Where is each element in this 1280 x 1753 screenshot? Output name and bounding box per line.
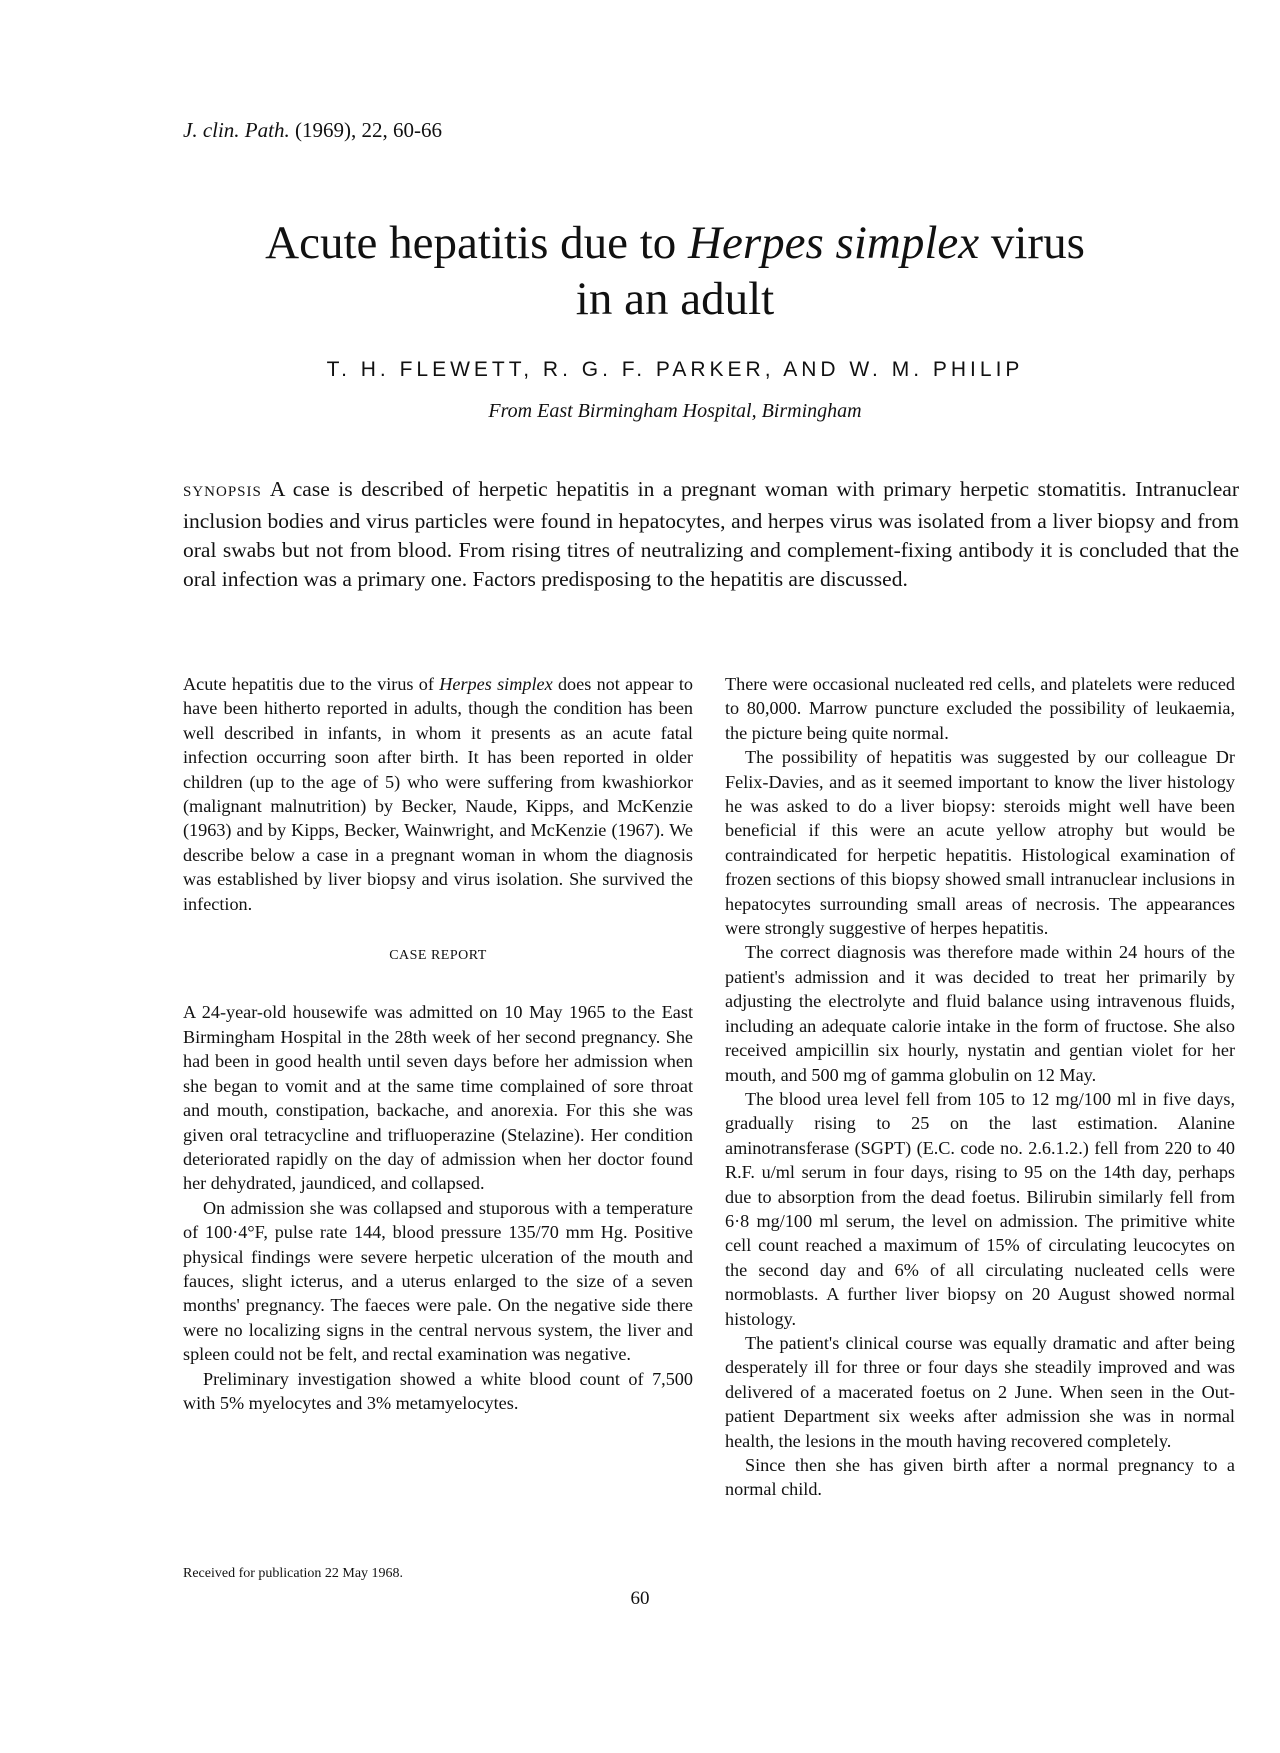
- journal-citation: [183, 118, 442, 143]
- case-paragraph-3: Preliminary investigation showed a white blood count of 7,500 with 5% myelocytes and 3% metamyelocytes.: [183, 1368, 693, 1413]
- section-heading: CASE REPORT: [389, 948, 487, 964]
- synopsis: [183, 475, 1239, 594]
- right-paragraph-2: The possibility of hepatitis was suggested by our colleague Dr Felix-Davies, and as it seemed important to know the liver histology he was asked to do a liver biopsy: steroids might well have been beneficial if this were an acute yellow atrophy but would be contraindicated for herpetic hepatitis. Histological examination of frozen sections of this biopsy showed small intranuclear inclusions in hepatocytes surrounding small areas of necrosis. The appearances were strongly suggestive of herpes hepatitis.: [725, 747, 1235, 939]
- case-paragraph-1: A 24-year-old housewife was admitted on 10 May 1965 to the East Birmingham Hospital in the 28th week of her second pregnancy. She had been in good health until seven days before her admission when she began to vomit and at the same time complained of sore throat and mouth, constipation, backache, and anorexia. For this she was given oral tetracycline and trifluoperazine (Stelazine). Her condition deteriorated rapidly on the day of admission when her doctor found her dehydrated, jaundiced, and collapsed.: [183, 1002, 693, 1194]
- right-paragraph-1: There were occasional nucleated red cells, and platelets were reduced to 80,000. Marrow puncture excluded the possibility of leukaemia, the picture being quite normal.: [725, 674, 1235, 743]
- title-part1: Acute hepatitis due to: [265, 217, 689, 269]
- title-line2: in an adult: [575, 273, 775, 325]
- journal-name: J. clin. Path.: [183, 118, 290, 142]
- synopsis-text: A case is described of herpetic hepatitis in a pregnant woman with primary herpetic stomatitis. Intranuclear inclusion bodies and virus particles were found in hepatocytes, and herpes virus was isolated from a liver biopsy and from oral swabs but not from blood. From rising titres of neutralizing and complement-fixing antibody it is concluded that the oral infection was a primary one. Factors predisposing to the hepatitis are discussed.: [183, 477, 1239, 591]
- authors: T. H. FLEWETT, R. G. F. PARKER, AND W. M. PHILIP: [326, 358, 1024, 381]
- intro-italic: Herpes simplex: [439, 674, 553, 694]
- synopsis-label: SYNOPSIS: [183, 484, 262, 500]
- right-paragraph-3: The correct diagnosis was therefore made within 24 hours of the patient's admission and it was decided to treat her primarily by adjusting the electrolyte and fluid balance using intravenous fluids, including an adequate calorie intake in the form of fructose. She also received ampicillin six hourly, nystatin and gentian violet for her mouth, and 500 mg of gamma globulin on 12 May.: [725, 942, 1235, 1085]
- intro-part2: does not appear to have been hitherto reported in adults, though the condition has been well described in infants, in whom it presents as an acute fatal infection occurring soon after birth. It has been reported in older children (up to the age of 5) who were suffering from kwashiorkor (malignant malnutrition) by Becker, Naude, Kipps, and McKenzie (1963) and by Kipps, Becker, Wainwright, and McKenzie (1967). We describe below a case in a pregnant woman in whom the diagnosis was established by liver biopsy and virus isolation. She survived the infection.: [183, 674, 694, 914]
- right-paragraph-5: The patient's clinical course was equally dramatic and after being desperately ill for three or four days she steadily improved and was delivered of a macerated foetus on 2 June. When seen in the Out-patient Department six weeks after admission she was in normal health, the lesions in the mouth having recovered completely.: [725, 1332, 1235, 1451]
- intro-part1: Acute hepatitis due to the virus of: [183, 674, 440, 694]
- right-paragraph-6: Since then she has given birth after a normal pregnancy to a normal child.: [725, 1455, 1235, 1500]
- affiliation: From East Birmingham Hospital, Birmingham: [488, 400, 862, 422]
- article-title: [0, 215, 1280, 327]
- right-paragraph-4: The blood urea level fell from 105 to 12 mg/100 ml in five days, gradually rising to 25 on the last estimation. Alanine aminotransferase (SGPT) (E.C. code no. 2.6.1.2.) fell from 220 to 40 R.F. u/ml serum in four days, rising to 95 on the 14th day, perhaps due to absorption from the dead foetus. Bilirubin similarly fell from 6·8 mg/100 ml serum, the level on admission. The primitive white cell count reached a maximum of 15% of circulating leucocytes on the second day and 6% of all circulating nucleated cells were normoblasts. A further liver biopsy on 20 August showed normal histology.: [725, 1088, 1235, 1329]
- title-italic: Herpes simplex: [688, 217, 980, 269]
- page-number: 60: [630, 1588, 650, 1609]
- title-part2: virus: [979, 217, 1085, 269]
- case-paragraph-2: On admission she was collapsed and stuporous with a temperature of 100·4°F, pulse rate 144, blood pressure 135/70 mm Hg. Positive physical findings were severe herpetic ulceration of the mouth and fauces, slight icterus, and a uterus enlarged to the size of a seven months' pregnancy. The faeces were pale. On the negative side there were no localizing signs in the central nervous system, the liver and spleen could not be felt, and rectal examination was negative.: [183, 1197, 693, 1365]
- intro-paragraph: [183, 672, 693, 916]
- right-column: [725, 672, 1235, 1502]
- left-column: [183, 672, 693, 1415]
- received-note: Received for publication 22 May 1968.: [183, 1566, 404, 1581]
- citation-details: (1969), 22, 60-66: [294, 118, 442, 142]
